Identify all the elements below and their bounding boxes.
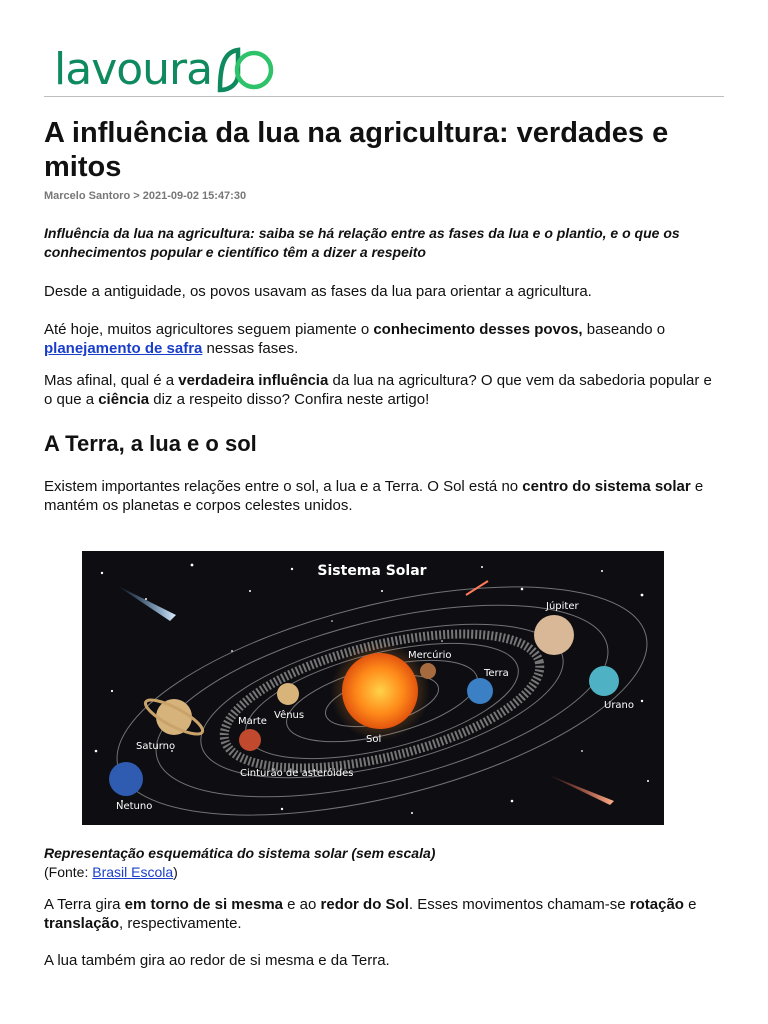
bold-text: redor do Sol bbox=[320, 896, 409, 913]
figure-caption bbox=[44, 844, 724, 882]
label-mercurio: Mercúrio bbox=[408, 650, 452, 661]
neptune-planet bbox=[109, 762, 143, 796]
bold-text: centro do sistema solar bbox=[522, 478, 691, 495]
jupiter-planet bbox=[534, 615, 574, 655]
bold-text: translação bbox=[44, 915, 120, 932]
text-span: . Esses movimentos chamam-se bbox=[408, 896, 630, 913]
text-span: da lua na agricultura? O que vem da sabedoria popular e o que a bbox=[44, 372, 712, 408]
link-planejamento-de-safra[interactable]: planejamento de safra bbox=[44, 340, 203, 357]
bold-text: verdadeira influência bbox=[178, 372, 329, 389]
label-saturno: Saturno bbox=[136, 741, 176, 752]
figure-title: Sistema Solar bbox=[317, 563, 427, 579]
label-urano: Urano bbox=[604, 700, 635, 711]
logo-leaf-icon bbox=[214, 46, 276, 94]
bold-text: conhecimento desses povos, bbox=[373, 321, 583, 338]
paragraph-afinal bbox=[44, 371, 724, 409]
header-divider bbox=[44, 96, 724, 97]
text-span: baseando o bbox=[582, 321, 666, 338]
label-terra: Terra bbox=[484, 668, 509, 679]
paragraph-lua-gira: A lua também gira ao redor de si mesma e da Terra. bbox=[44, 952, 390, 969]
text-span: diz a respeito disso? Confira neste artigo! bbox=[149, 391, 430, 408]
logo-text: lavoura bbox=[54, 44, 213, 95]
link-brasil-escola[interactable]: Brasil Escola bbox=[92, 864, 174, 880]
earth-planet bbox=[467, 678, 493, 704]
solar-system-figure bbox=[82, 551, 664, 825]
paragraph-relacoes bbox=[44, 477, 724, 515]
text-span: Existem importantes relações entre o sol, a lua e a Terra. O Sol está no bbox=[44, 478, 523, 495]
article-title: A influência da lua na agricultura: verdades e mitos bbox=[44, 117, 669, 183]
label-marte: Marte bbox=[238, 716, 267, 727]
label-sol: Sol bbox=[366, 734, 382, 745]
text-span: Mas afinal, qual é a bbox=[44, 372, 179, 389]
paragraph-agricultores bbox=[44, 320, 724, 358]
paragraph-antiguidade: Desde a antiguidade, os povos usavam as fases da lua para orientar a agricultura. bbox=[44, 283, 592, 300]
bold-text: rotação bbox=[629, 896, 684, 913]
label-netuno: Netuno bbox=[116, 801, 153, 812]
text-span: nessas fases. bbox=[202, 340, 299, 357]
text-span: e ao bbox=[283, 896, 321, 913]
text-span: , respectivamente. bbox=[119, 915, 242, 932]
label-venus: Vênus bbox=[274, 710, 305, 721]
site-header bbox=[44, 44, 724, 96]
bold-text: em torno de si mesma bbox=[124, 896, 283, 913]
label-cinturao: Cinturão de asteróides bbox=[240, 768, 354, 779]
text-span: e bbox=[683, 896, 697, 913]
sun-planet bbox=[342, 653, 418, 729]
bold-text: ciência bbox=[98, 391, 150, 408]
text-span: e mantém os planetas e corpos celestes unidos. bbox=[44, 478, 704, 514]
site-logo[interactable] bbox=[44, 44, 724, 96]
text-span: (Fonte: bbox=[44, 864, 93, 880]
label-jupiter: Júpiter bbox=[546, 601, 579, 612]
paragraph-terra-gira bbox=[44, 895, 724, 933]
caption-title: Representação esquemática do sistema solar (sem escala) bbox=[44, 845, 436, 861]
text-span: Até hoje, muitos agricultores seguem piamente o bbox=[44, 321, 374, 338]
text-span: A Terra gira bbox=[44, 896, 125, 913]
uranus-planet bbox=[589, 666, 619, 696]
caption-source bbox=[44, 863, 724, 882]
mars-planet bbox=[239, 729, 261, 751]
text-span: ) bbox=[173, 864, 178, 880]
article-lead: Influência da lua na agricultura: saiba se há relação entre as fases da lua e o plantio, e o que os conhecimentos popular e científico têm a dizer a respeito bbox=[44, 225, 680, 260]
article-meta: Marcelo Santoro > 2021-09-02 15:47:30 bbox=[44, 190, 247, 202]
mercury-planet bbox=[420, 663, 436, 679]
venus-planet bbox=[277, 683, 299, 705]
article bbox=[44, 116, 724, 970]
section-heading: A Terra, a lua e o sol bbox=[44, 431, 257, 456]
